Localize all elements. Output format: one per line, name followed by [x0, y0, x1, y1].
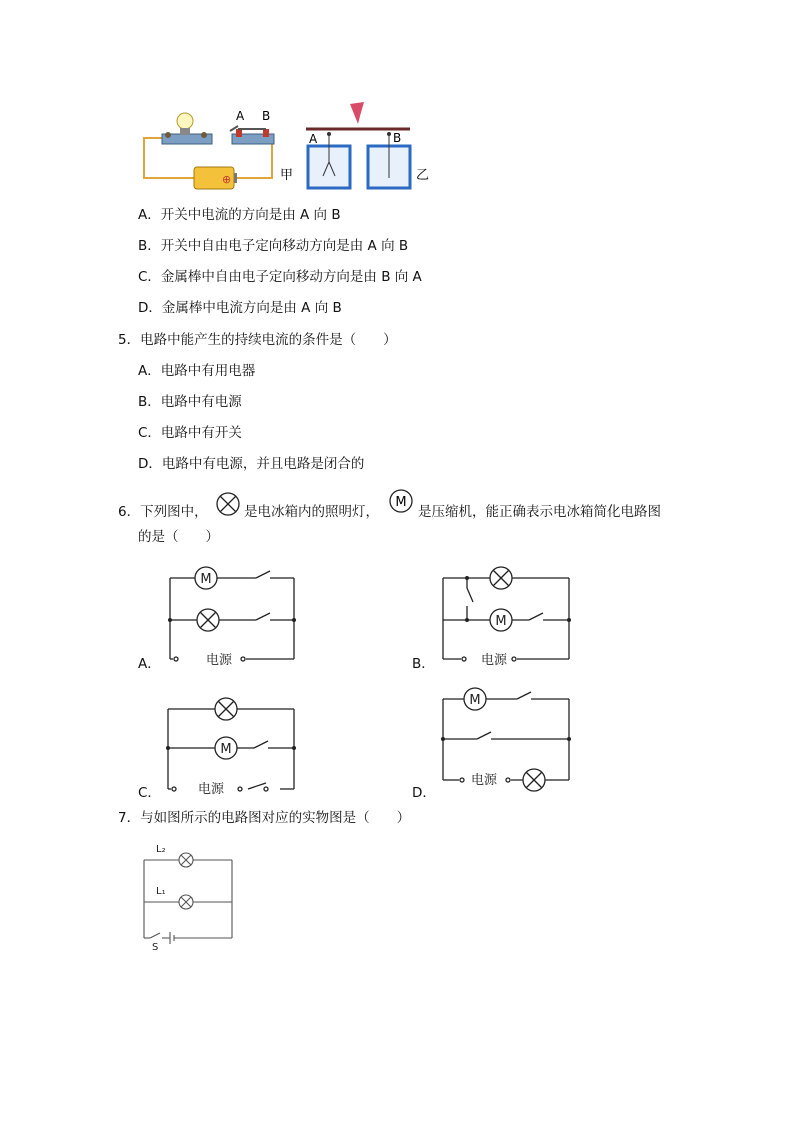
q6-stem-part3: 是压缩机，能正确表示电冰箱简化电路图 — [418, 504, 661, 520]
q6-circuit-a — [160, 562, 305, 667]
power-label: 电源 — [471, 773, 498, 788]
q6-stem-part1: 6．下列图中， — [118, 504, 208, 520]
q7-stem: 7．与如图所示的电路图对应的实物图是（ ） — [118, 810, 411, 826]
q4-option-c[interactable]: C．金属棒中自由电子定向移动方向是由 B 向 A — [138, 269, 422, 285]
q6-option-d[interactable]: D． — [412, 785, 436, 801]
q4-option-a[interactable]: A．开关中电流的方向是由 A 向 B — [138, 207, 341, 223]
q4-figure — [138, 98, 438, 193]
q5-option-b[interactable]: B．电路中有电源 — [138, 394, 242, 410]
label-a: A — [236, 109, 245, 123]
q5-option-d[interactable]: D．电路中有电源，并且电路是闭合的 — [138, 456, 365, 472]
q6-circuit-c — [160, 693, 305, 798]
q6-option-b[interactable]: B． — [412, 656, 435, 672]
motor-symbol-letter: M — [395, 495, 407, 510]
q6-circuit-d — [435, 683, 580, 798]
q5-option-a[interactable]: A．电路中有用电器 — [138, 363, 256, 379]
light-bulb — [177, 113, 193, 129]
q7-circuit — [138, 840, 238, 952]
label-yi: 乙 — [416, 168, 430, 183]
beaker-label-b: B — [393, 131, 402, 145]
label-l1: L₁ — [156, 886, 166, 897]
label-l2: L₂ — [156, 844, 166, 855]
label-b: B — [262, 109, 271, 123]
q6-stem-line2: 的是（ ） — [138, 529, 219, 545]
label-s: S — [152, 942, 159, 952]
q4-option-d[interactable]: D．金属棒中电流方向是由 A 向 B — [138, 300, 342, 316]
motor-label: M — [495, 614, 507, 629]
q6-stem-part2: 是电冰箱内的照明灯， — [244, 504, 379, 520]
battery-plus: ⊕ — [222, 173, 232, 186]
q5-stem: 5．电路中能产生的持续电流的条件是（ ） — [118, 332, 397, 348]
beaker-label-a: A — [309, 132, 318, 146]
lamp-symbol — [197, 609, 219, 631]
power-label: 电源 — [206, 653, 233, 667]
q6-option-a[interactable]: A． — [138, 656, 161, 672]
hand-icon — [350, 102, 364, 124]
q4-option-b[interactable]: B．开关中自由电子定向移动方向是由 A 向 B — [138, 238, 409, 254]
q5-option-c[interactable]: C．电路中有开关 — [138, 425, 242, 441]
power-label: 电源 — [198, 782, 225, 797]
power-label: 电源 — [481, 653, 508, 667]
motor-label: M — [200, 572, 212, 587]
motor-symbol-icon — [387, 487, 415, 515]
lamp-symbol-icon — [214, 490, 242, 518]
label-jia: 甲 — [280, 168, 294, 183]
motor-label: M — [220, 742, 232, 757]
motor-label: M — [469, 693, 481, 708]
q6-circuit-b — [435, 562, 580, 667]
q6-option-c[interactable]: C． — [138, 785, 161, 801]
